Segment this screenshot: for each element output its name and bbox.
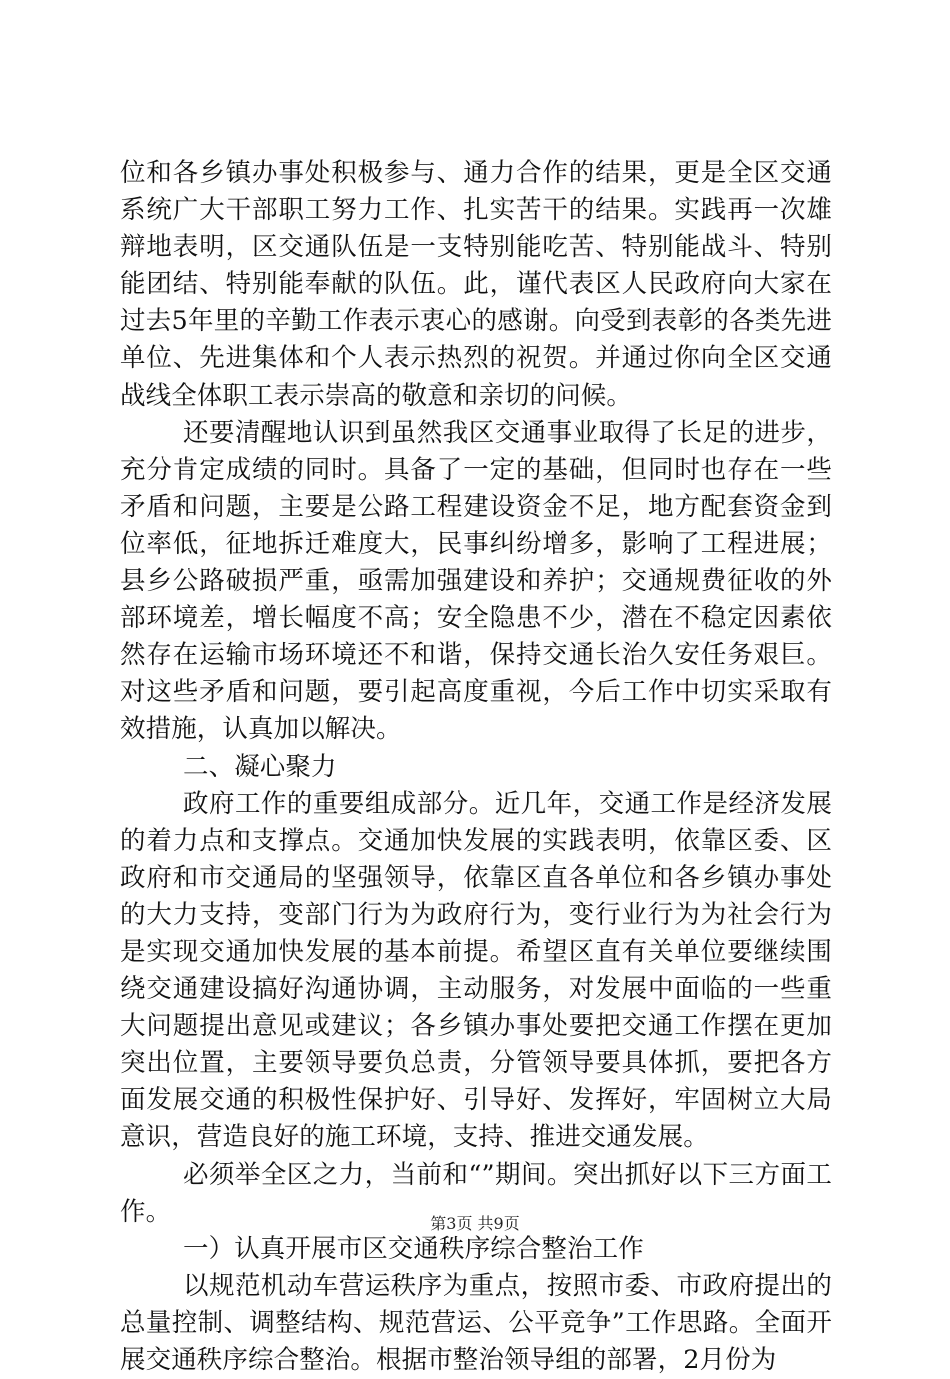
paragraph-problems: 还要清醒地认识到虽然我区交通事业取得了长足的进步，充分肯定成绩的同时。具备了一定的基础，但同时也存在一些矛盾和问题，主要是公路工程建设资金不足，地方配套资金到位率低，征地拆迁难度大，民事纠纷增多，影响了工程进展；县乡公路破损严重，亟需加强建设和养护；交通规费征收的外部环境差，增长幅度不高；安全隐患不少，潜在不稳定因素依然存在运输市场环境还不和谐，保持交通长治久安任务艰巨。对这些矛盾和问题，要引起高度重视，今后工作中切实采取有效措施，认真加以解决。 — [120, 417, 832, 745]
paragraph-government-work: 政府工作的重要组成部分。近几年，交通工作是经济发展的着力点和支撑点。交通加快发展的实践表明，依靠区委、区政府和市交通局的坚强领导，依靠区直各单位和各乡镇办事处的大力支持，变部门行为为政府行为，变行业行为为社会行为是实现交通加快发展的基本前提。希望区直有关单位要继续围绕交通建设搞好沟通协调，主动服务，对发展中面临的一些重大问题提出意见或建议；各乡镇办事处要把交通工作摆在更加突出位置，主要领导要负总责，分管领导要具体抓，要把各方面发展交通的积极性保护好、引导好、发挥好，牢固树立大局意识，营造良好的施工环境，支持、推进交通发展。 — [120, 788, 832, 1153]
page-footer: 第3页 共9页 — [430, 1214, 520, 1233]
document-body — [120, 155, 832, 1379]
paragraph-three-aspects: 必须举全区之力，当前和“”期间。突出抓好以下三方面工作。 — [120, 1159, 832, 1227]
paragraph-continuation: 位和各乡镇办事处积极参与、通力合作的结果，更是全区交通系统广大干部职工努力工作、扎实苦干的结果。实践再一次雄辩地表明，区交通队伍是一支特别能吃苦、特别能战斗、特别能团结、特别能奉献的队伍。此，谨代表区人民政府向大家在过去5年里的辛勤工作表示衷心的感谢。向受到表彰的各类先进单位、先进集体和个人表示热烈的祝贺。并通过你向全区交通战线全体职工表示崇高的敬意和亲切的问候。 — [120, 158, 832, 411]
subsection-heading-1: 一）认真开展市区交通秩序综合整治工作 — [183, 1233, 644, 1264]
paragraph-traffic-order: 以规范机动车营运秩序为重点，按照市委、市政府提出的总量控制、调整结构、规范营运、公平竞争”工作思路。全面开展交通秩序综合整治。根据市整治领导组的部署，2月份为 — [120, 1270, 832, 1375]
section-heading-2: 二、凝心聚力 — [183, 751, 337, 782]
